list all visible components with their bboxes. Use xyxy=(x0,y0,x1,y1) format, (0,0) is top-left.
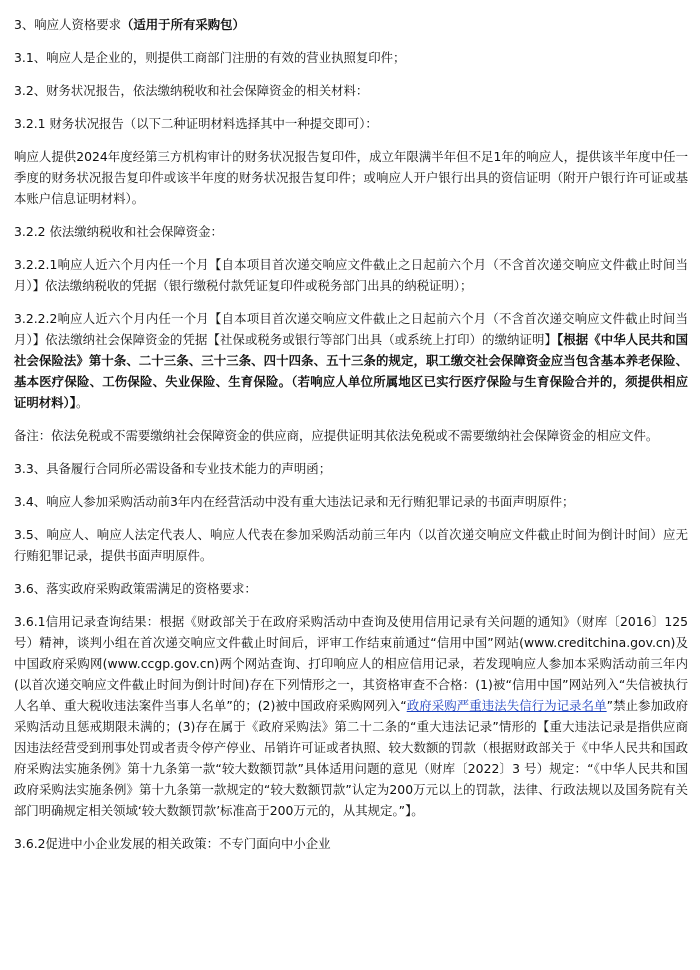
item-3-2-2-2 xyxy=(14,308,688,413)
heading-text: 3、响应人资格要求 xyxy=(14,17,122,32)
item-3-2-2-1: 3.2.2.1响应人近六个月内任一个月【自本项目首次递交响应文件截止之日起前六个月（不含首次递交响应文件截止时间当月）】依法缴纳税收的凭据（银行缴税付款凭证复印件或税务部门出具的纳税证明）； xyxy=(14,257,688,293)
heading-bold-note: （适用于所有采购包） xyxy=(121,17,245,32)
remark-note: 备注：依法免税或不需要缴纳社会保障资金的供应商，应提供证明其依法免税或不需要缴纳社会保障资金的相应文件。 xyxy=(14,428,659,443)
financial-report-text: 响应人提供2024年度经第三方机构审计的财务状况报告复印件，成立年限满半年但不足1年的响应人，提供该半年度中任一季度的财务状况报告复印件或该半年度的财务状况报告复印件；或响应人开户银行出具的资信证明（附开户银行许可证或基本账户信息证明材料）。 xyxy=(14,149,688,206)
item-3-6: 3.6、落实政府采购政策需满足的资格要求： xyxy=(14,581,257,596)
blacklist-link[interactable]: 政府采购严重违法失信行为记录名单 xyxy=(406,698,607,713)
item-3-5: 3.5、响应人、响应人法定代表人、响应人代表在参加采购活动前三年内（以首次递交响应文件截止时间为倒计时间）应无行贿犯罪记录，提供书面声明原件。 xyxy=(14,527,688,563)
item-3-6-1 xyxy=(14,611,688,821)
credit-record-text: 3.6.1信用记录查询结果：根据《财政部关于在政府采购活动中查询及使用信用记录有关问题的通知》（财库〔2016〕125号）精神，谈判小组在首次递交响应文件截止时间后，评审工作结束前通过“信用中国”网站(www.creditchina.gov.cn)及中国政府采购网(www.ccgp.gov.cn)两个网站查询、打印响应人的相应信用记录，若发现响应人参加本采购活动前三年内(以首次递交响应文件截止时间为倒计时间)存在下列情形之一，其资格审查不合格：(1)被“信用中国”网站列入“失信被执行人名单、重大税收违法案件当事人名单”的；(2)被中国政府采购网列入“ xyxy=(14,614,688,713)
item-3-2: 3.2、财务状况报告，依法缴纳税收和社会保障资金的相关材料： xyxy=(14,83,369,98)
item-3-2-1: 3.2.1 财务状况报告（以下二种证明材料选择其中一种提交即可）： xyxy=(14,116,378,131)
item-3-6-2: 3.6.2促进中小企业发展的相关政策：不专门面向中小企业 xyxy=(14,836,331,851)
section-heading xyxy=(14,14,688,35)
social-security-text: 3.2.2.2响应人近六个月内任一个月【自本项目首次递交响应文件截止之日起前六个月（不含首次递交响应文件截止时间当月）】依法缴纳社会保障资金的凭据【社保或税务或银行等部门出具（或系统上打印）的缴纳证明】 xyxy=(14,311,688,347)
item-3-3: 3.3、具备履行合同所必需设备和专业技术能力的声明函； xyxy=(14,461,332,476)
credit-record-text-cont: ”禁止参加政府采购活动且惩戒期限未满的；(3)存在属于《政府采购法》第二十二条的“重大违法记录”情形的【重大违法记录是指供应商因违法经营受到刑事处罚或者责令停产停业、吊销许可证或者执照、较大数额的罚款（根据财政部关于《中华人民共和国政府采购法实施条例》第十九条第一款“较大数额罚款”具体适用问题的意见（财库〔2022〕3 号）规定：“《中华人民共和国政府采购法实施条例》第十九条第一款规定的“较大数额罚款”认定为200万元以上的罚款，法律、行政法规以及国务院有关部门明确规定相关领域‘较大数额罚款’标准高于200万元的，从其规定。”】。 xyxy=(14,698,689,818)
period-mark: 。 xyxy=(75,395,89,410)
item-3-4: 3.4、响应人参加采购活动前3年内在经营活动中没有重大违法记录和无行贿犯罪记录的书面声明原件； xyxy=(14,494,575,509)
social-security-law-note: 【根据《中华人民共和国社会保险法》第十条、二十三条、三十三条、四十四条、五十三条的规定，职工缴交社会保障资金应当包含基本养老保险、基本医疗保险、工伤保险、失业保险、生育保险。（若响应人单位所属地区已实行医疗保险与生育保险合并的，须提供相应证明材料）】 xyxy=(14,332,688,410)
item-3-2-2: 3.2.2 依法缴纳税收和社会保障资金： xyxy=(14,224,223,239)
item-3-1: 3.1、响应人是企业的，则提供工商部门注册的有效的营业执照复印件； xyxy=(14,50,406,65)
